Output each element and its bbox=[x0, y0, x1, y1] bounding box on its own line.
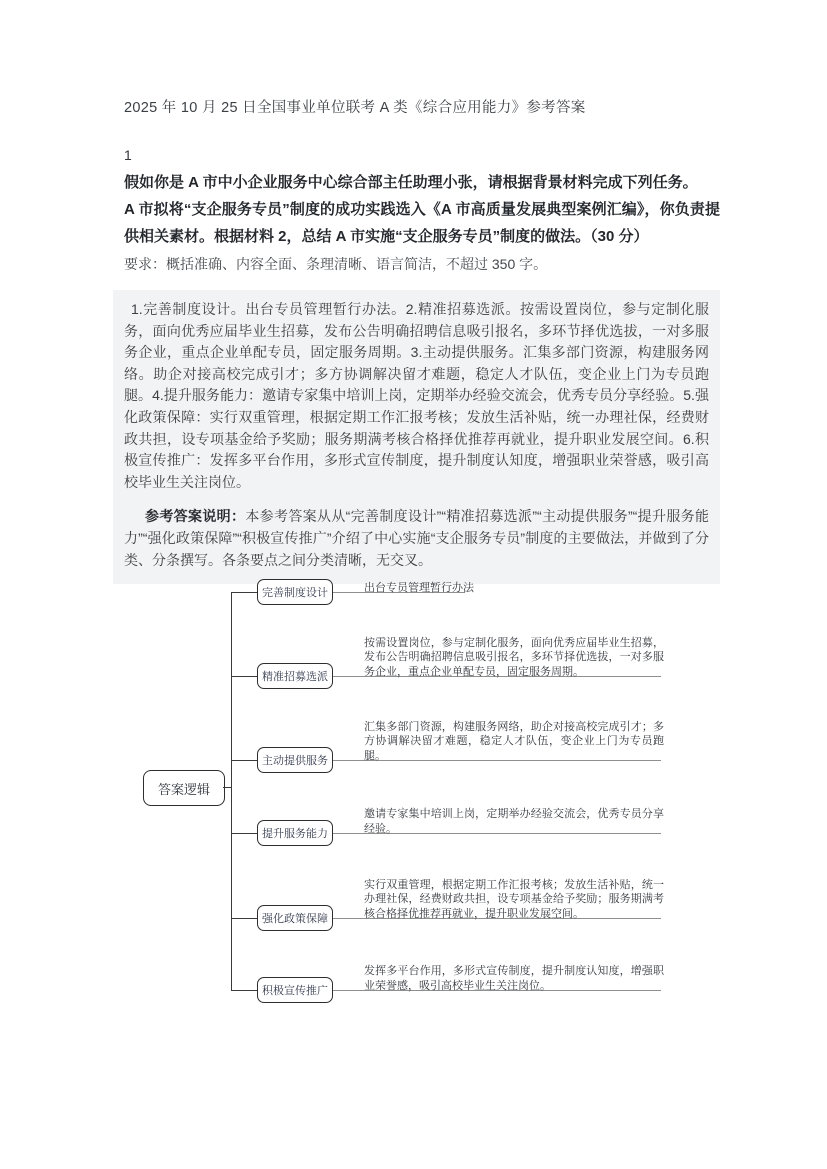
mindmap-branch-node-3: 主动提供服务 bbox=[257, 747, 333, 773]
mindmap-leaf-text-5: 实行双重管理，根据定期工作汇报考核；发放生活补贴，统一办理社保，经费财政共担，设专项基金给予奖励；服务期满考核合格择优推荐再就业，提升职业发展空间。 bbox=[364, 878, 664, 920]
mindmap-branch-connector bbox=[231, 918, 257, 919]
reference-answer-box bbox=[113, 290, 720, 584]
mindmap-branch-connector bbox=[231, 676, 257, 677]
mindmap-branch-connector bbox=[231, 760, 257, 761]
mindmap-branch-node-6: 积极宣传推广 bbox=[257, 977, 333, 1003]
mindmap-leaf-text-3: 汇集多部门资源，构建服务网络，助企对接高校完成引才；多方协调解决留才难题，稳定人才队伍，变企业上门为专员跑腿。 bbox=[364, 720, 664, 762]
mindmap-trunk-line bbox=[231, 592, 232, 990]
task-requirements: 要求：概括准确、内容全面、条理清晰、语言简洁，不超过 350 字。 bbox=[124, 256, 548, 272]
mindmap-branch-connector bbox=[231, 990, 257, 991]
mindmap-branch-node-2: 精准招募选派 bbox=[257, 663, 333, 689]
mindmap-leaf-text-6: 发挥多平台作用，多形式宣传制度，提升制度认知度，增强职业荣誉感，吸引高校毕业生关注岗位。 bbox=[364, 965, 664, 992]
mindmap-branch-node-1: 完善制度设计 bbox=[257, 579, 333, 605]
mindmap-branch-connector bbox=[231, 592, 257, 593]
mindmap-branch-node-4: 提升服务能力 bbox=[257, 820, 333, 846]
question-number: 1 bbox=[124, 147, 132, 163]
task-body: A 市拟将“支企服务专员”制度的成功实践选入《A 市高质量发展典型案例汇编》，你负责提供相关素材。根据材料 2，总结 A 市实施“支企服务专员”制度的做法。（30 分） bbox=[124, 201, 720, 245]
answer-note-label: 参考答案说明： bbox=[145, 508, 246, 525]
page-title: 2025 年 10 月 25 日全国事业单位联考 A 类《综合应用能力》参考答案 bbox=[124, 100, 586, 116]
mindmap-branch-node-5: 强化政策保障 bbox=[257, 905, 333, 931]
mindmap-leaf-text-4: 邀请专家集中培训上岗，定期举办经验交流会，优秀专员分享经验。 bbox=[364, 808, 664, 835]
mindmap-root-node: 答案逻辑 bbox=[143, 770, 225, 806]
task-intro: 假如你是 A 市中小企业服务中心综合部主任助理小张，请根据背景材料完成下列任务。 bbox=[124, 174, 698, 191]
answer-logic-mindmap bbox=[0, 560, 827, 1020]
mindmap-leaf-text-1: 出台专员管理暂行办法 bbox=[364, 581, 474, 594]
answer-note-body: 本参考答案从从“完善制度设计”“精准招募选派”“主动提供服务”“提升服务能力”“强化政策保障”“积极宣传推广”介绍了中心实施“支企服务专员”制度的主要做法，并做到了分类、分条撰写。各条要点之间分类清晰，无交叉。 bbox=[124, 508, 709, 568]
mindmap-branch-connector bbox=[231, 833, 257, 834]
document-content bbox=[124, 96, 720, 584]
reference-answer-text: 1.完善制度设计。出台专员管理暂行办法。2.精准招募选派。按需设置岗位，参与定制化服务，面向优秀应届毕业生招募，发布公告明确招聘信息吸引报名，多环节择优选拔，一对多服务企业，重点企业单配专员，固定服务周期。3.主动提供服务。汇集多部门资源，构建服务网络。助企对接高校完成引才；多方协调解决留才难题，稳定人才队伍，变企业上门为专员跑腿。4.提升服务能力：邀请专家集中培训上岗，定期举办经验交流会，优秀专员分享经验。5.强化政策保障：实行双重管理，根据定期工作汇报考核；发放生活补贴，统一办理社保，经费财政共担，设专项基金给予奖励；服务期满考核合格择优推荐再就业，提升职业发展空间。6.积极宣传推广：发挥多平台作用，多形式宣传制度，提升制度认知度，增强职业荣誉感，吸引高校毕业生关注岗位。 bbox=[124, 301, 709, 490]
mindmap-leaf-text-2: 按需设置岗位，参与定制化服务，面向优秀应届毕业生招募，发布公告明确招聘信息吸引报名，多环节择优选拔，一对多服务企业，重点企业单配专员，固定服务周期。 bbox=[364, 636, 664, 678]
